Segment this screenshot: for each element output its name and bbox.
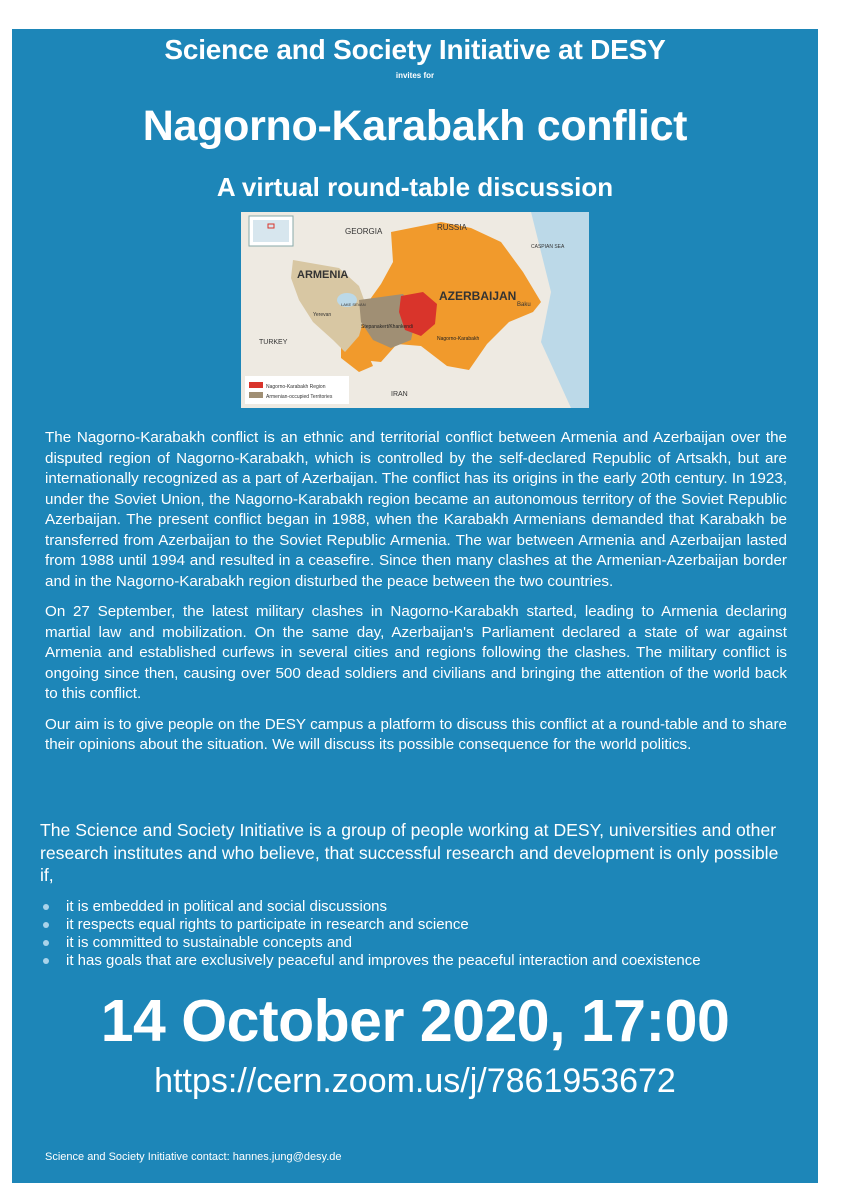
list-item-text: it is committed to sustainable concepts and: [66, 934, 352, 951]
description: [45, 428, 787, 766]
list-item-text: it is embedded in political and social discussions: [66, 898, 388, 915]
map-label-turkey: TURKEY: [259, 339, 288, 346]
list-item: [40, 934, 800, 952]
event-poster: [12, 29, 818, 1183]
list-item: [40, 952, 800, 970]
list-item-text: it respects equal rights to participate in research and science: [66, 916, 469, 933]
list-item: [40, 898, 800, 916]
event-datetime: 14 October 2020, 17:00: [100, 988, 730, 1054]
region-map: [241, 212, 589, 408]
map-label-stepanakert: Stepanakert/Khankendi: [361, 324, 413, 330]
map-label-lake: LAKE SEVAN: [341, 302, 366, 307]
description-paragraph: On 27 September, the latest military clashes in Nagorno-Karabakh started, leading to Armenia declaring martial law and mobilization. On the same day, Azerbaijan's Parliament declared a state of war against Armenia and established curfews in several cities and regions following the clashes. The military conflict is ongoing since then, causing over 500 dead soldiers and civilians and bringing the attention of the world back to this conflict.: [45, 603, 787, 702]
map-label-yerevan: Yerevan: [313, 312, 332, 318]
bullet-icon: [43, 904, 49, 910]
region-map-graphic: [241, 212, 589, 408]
footer-contact: Science and Society Initiative contact: hannes.jung@desy.de: [45, 1151, 342, 1163]
page-title: Nagorno-Karabakh conflict: [142, 102, 688, 150]
initiative-principles-list: [40, 898, 800, 970]
bullet-icon: [43, 922, 49, 928]
list-item: [40, 916, 800, 934]
initiative-intro: The Science and Society Initiative is a group of people working at DESY, universities and other research institutes and who believe, that successful research and development is only possible if,: [40, 820, 779, 885]
invites-label: invites for: [395, 71, 435, 80]
bullet-icon: [43, 940, 49, 946]
list-item-text: it has goals that are exclusively peaceful and improves the peaceful interaction and coexistence: [66, 952, 701, 969]
org-title: Science and Society Initiative at DESY: [164, 34, 666, 65]
page-subtitle: A virtual round-table discussion: [216, 172, 614, 202]
map-label-azerbaijan: AZERBAIJAN: [439, 289, 517, 303]
map-legend-swatch-nagorno: [249, 382, 263, 388]
map-legend-label-occupied: Armenian-occupied Territories: [266, 394, 333, 400]
map-label-iran: IRAN: [391, 391, 408, 398]
description-paragraph: The Nagorno-Karabakh conflict is an ethnic and territorial conflict between Armenia and Azerbaijan over the disputed region of Nagorno-Karabakh, which is controlled by the self-declared Republic of Artsakh, but are internationally recognized as a part of Azerbaijan. The conflict has its origins in the early 20th century. In 1923, under the Soviet Union, the Nagorno-Karabakh region became an autonomous territory of the Soviet Republic Azerbaijan. The present conflict began in 1988, when the Karabakh Armenians demanded that Karabakh be transferred from Azerbaijan to the Soviet Republic Armenia. The war between Armenia and Azerbaijan lasted from 1988 until 1994 and resulted in a ceasefire. Since then many clashes at the Armenian-Azerbaijan border and in the Nagorno-Karabakh region disturbed the peace between the two countries.: [45, 429, 787, 590]
map-legend-label-nagorno: Nagorno-Karabakh Region: [266, 384, 326, 390]
map-label-caspian: CASPIAN SEA: [531, 244, 565, 250]
map-inset-globe: [253, 220, 289, 242]
map-label-nagorno: Nagorno-Karabakh: [437, 336, 480, 342]
meeting-link[interactable]: https://cern.zoom.us/j/7861953672: [154, 1062, 676, 1100]
map-label-russia: RUSSIA: [437, 223, 467, 232]
map-label-armenia: ARMENIA: [297, 269, 349, 281]
map-label-georgia: GEORGIA: [345, 227, 383, 236]
map-label-baku: Baku: [517, 302, 531, 308]
bullet-icon: [43, 958, 49, 964]
map-legend-swatch-occupied: [249, 392, 263, 398]
description-paragraph: Our aim is to give people on the DESY campus a platform to discuss this conflict at a round-table and to share their opinions about the situation. We will discuss its possible consequence for the world politics.: [45, 715, 787, 753]
